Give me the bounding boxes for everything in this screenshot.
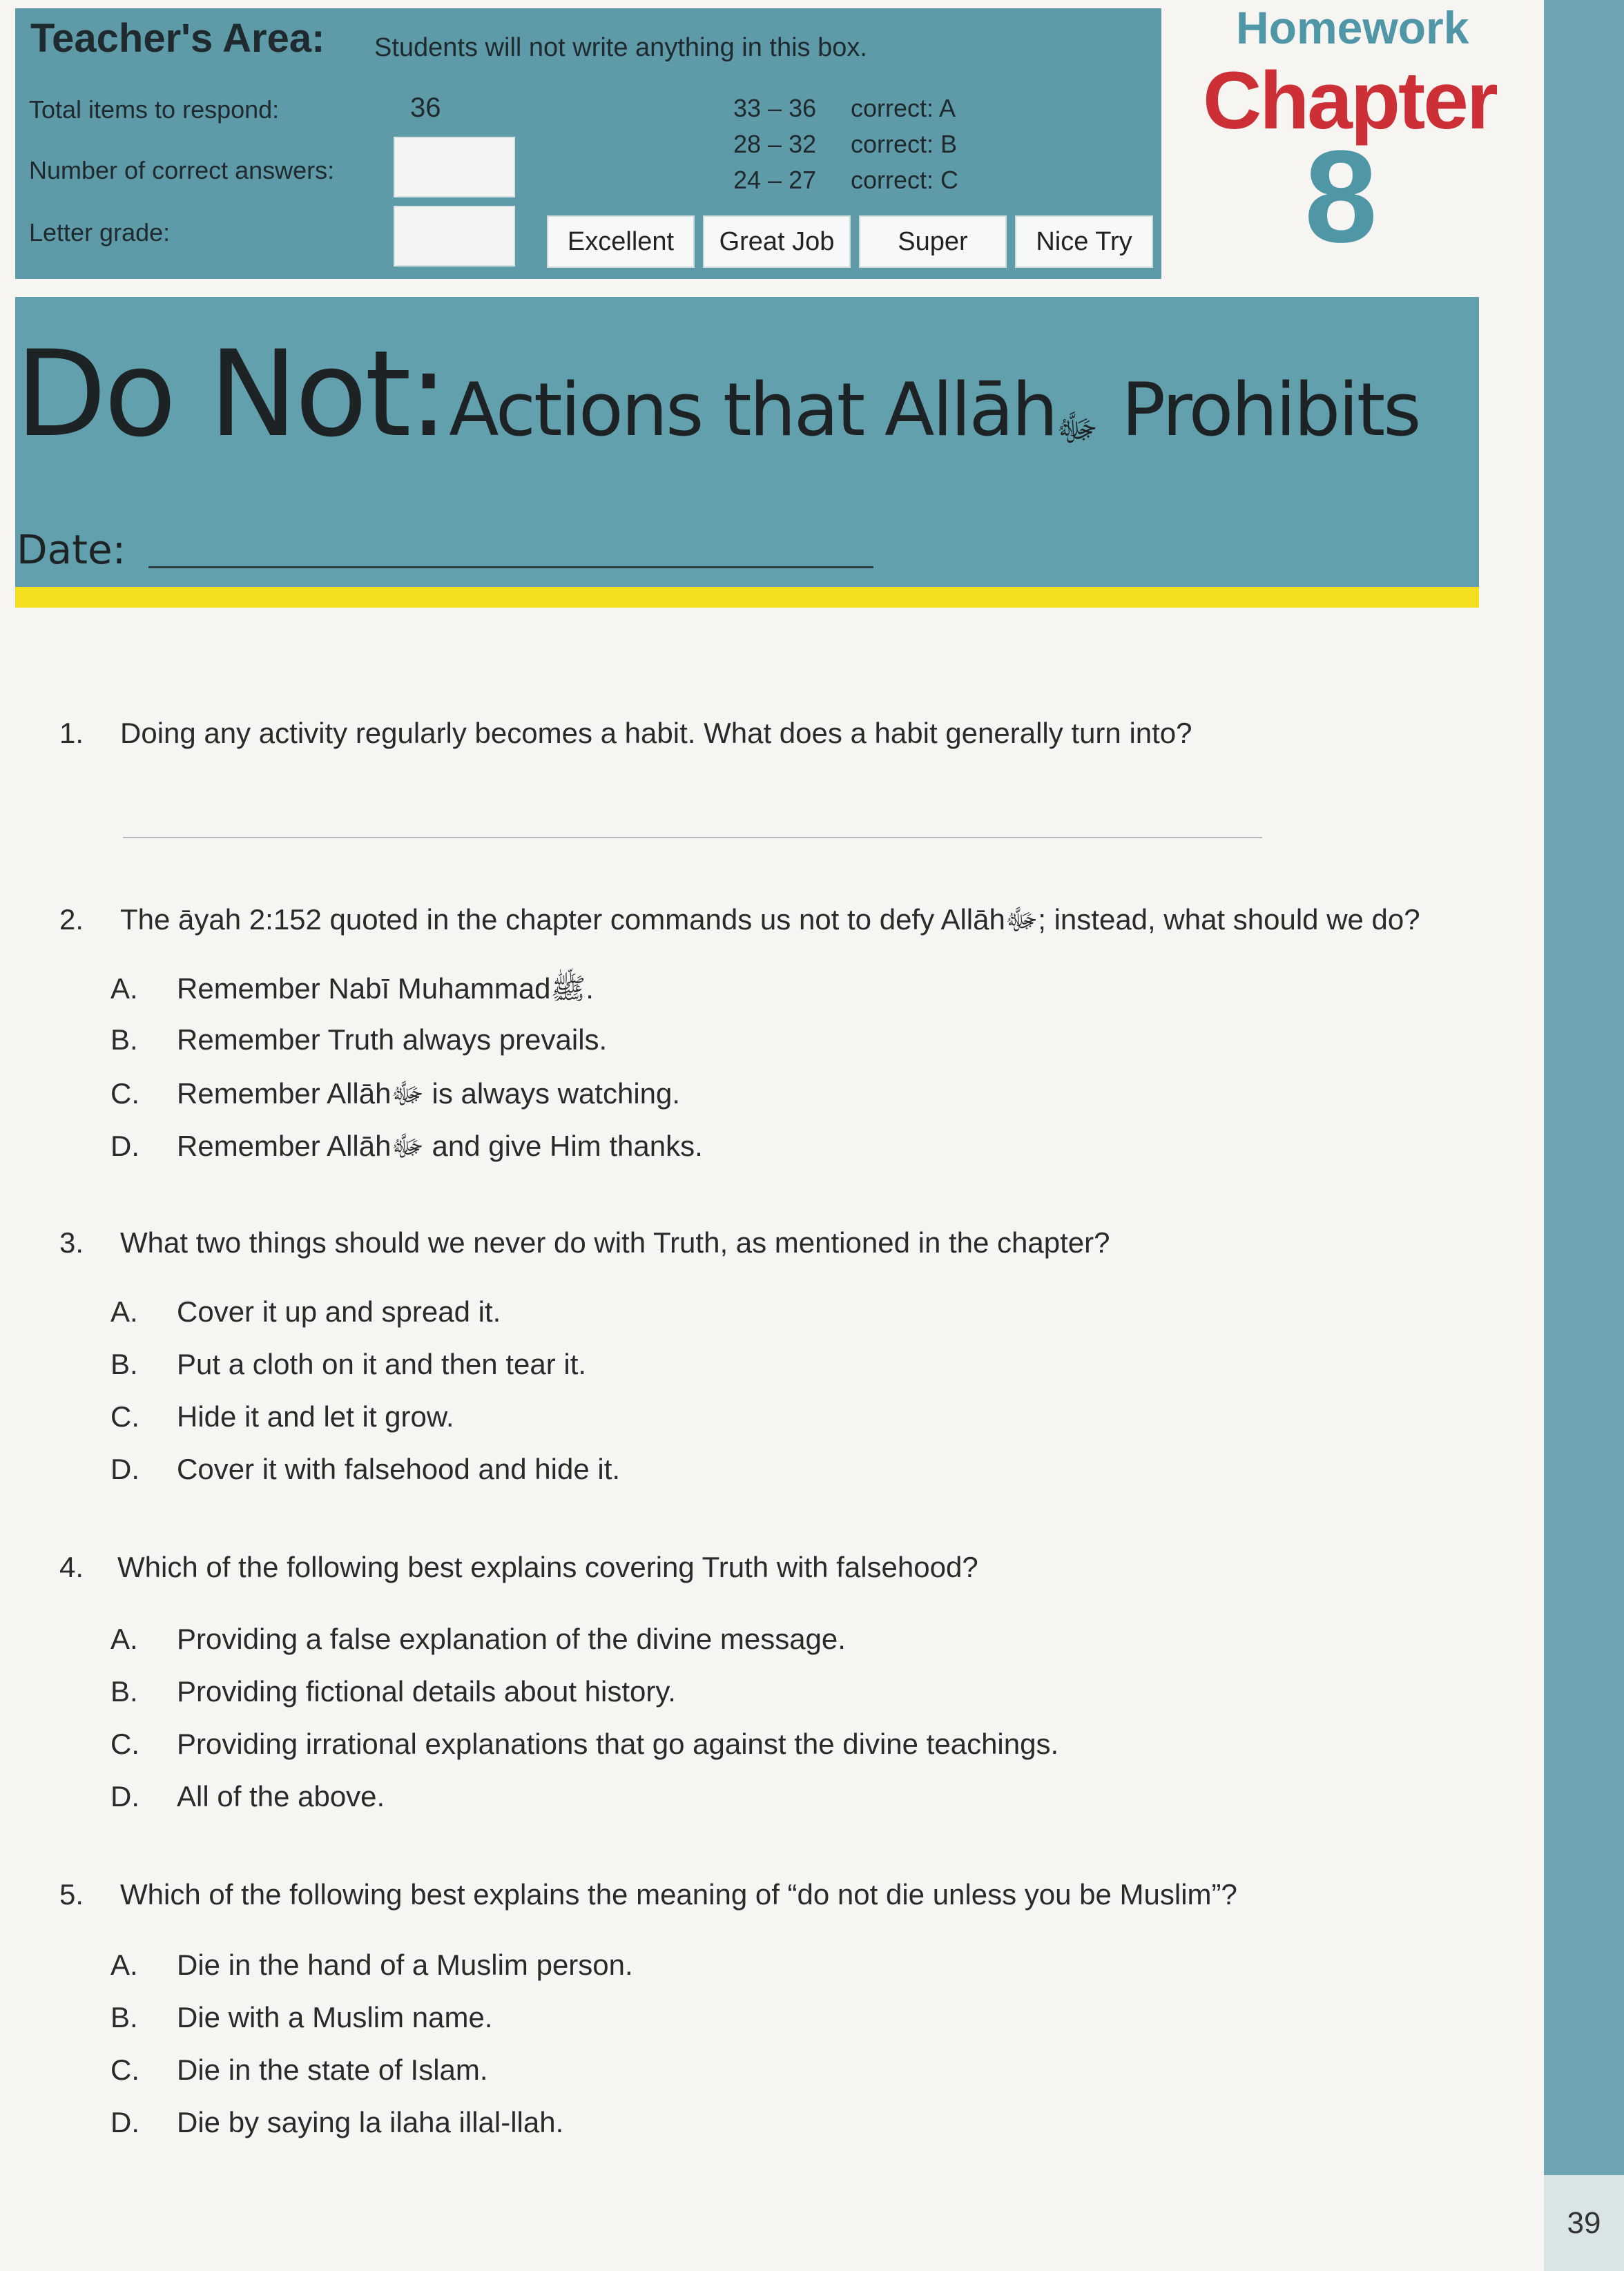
option-letter: B. xyxy=(110,2001,138,2033)
question-number: 3. xyxy=(59,1226,84,1259)
option-letter: C. xyxy=(110,1400,139,1433)
badge-nice-try[interactable]: Nice Try xyxy=(1015,215,1153,268)
grade-scale-row xyxy=(733,94,956,123)
option-letter: D. xyxy=(110,1130,139,1162)
option-letter: D. xyxy=(110,1453,139,1485)
option-letter: D. xyxy=(110,1780,139,1813)
option-3a[interactable] xyxy=(110,1295,501,1328)
option-text: Providing fictional details about history. xyxy=(177,1675,676,1708)
option-text: Die in the hand of a Muslim person. xyxy=(177,1949,633,1981)
question-text: The āyah 2:152 quoted in the chapter commands us not to defy Allāhﷻ; instead, what should we do? xyxy=(120,903,1420,936)
page-title xyxy=(15,325,1419,463)
option-letter: A. xyxy=(110,1623,138,1655)
chapter-label: Chapter xyxy=(1203,55,1496,146)
date-input-line[interactable] xyxy=(148,566,873,568)
badge-excellent[interactable]: Excellent xyxy=(547,215,695,268)
grade-scale-row xyxy=(733,166,958,195)
option-text: Providing a false explanation of the divine message. xyxy=(177,1623,846,1655)
option-letter: D. xyxy=(110,2106,139,2138)
date-label: Date: xyxy=(17,526,126,573)
honorific-glyph: ﷻ xyxy=(1056,407,1099,449)
question-number: 4. xyxy=(59,1551,84,1583)
question-number: 2. xyxy=(59,903,84,936)
side-strip xyxy=(1544,0,1624,2175)
question-number: 5. xyxy=(59,1878,84,1911)
letter-grade-field[interactable] xyxy=(394,206,515,267)
grade-scale-grade: correct: B xyxy=(851,130,958,158)
grade-scale-row xyxy=(733,130,957,159)
question-text: What two things should we never do with Truth, as mentioned in the chapter? xyxy=(120,1226,1110,1259)
title-main: Do Not: xyxy=(15,325,446,463)
option-letter: A. xyxy=(110,1295,138,1328)
teacher-area-title: Teacher's Area: xyxy=(30,16,325,61)
question-text: Which of the following best explains the meaning of “do not die unless you be Muslim”? xyxy=(120,1878,1237,1911)
option-text: Remember Allāhﷻ is always watching. xyxy=(177,1077,681,1110)
option-letter: B. xyxy=(110,1348,138,1380)
teacher-area-note: Students will not write anything in this box. xyxy=(374,33,867,62)
option-3b[interactable] xyxy=(110,1348,586,1381)
option-5d[interactable] xyxy=(110,2106,563,2139)
badge-super[interactable]: Super xyxy=(859,215,1007,268)
question-3 xyxy=(59,1226,1110,1259)
option-letter: C. xyxy=(110,2053,139,2086)
grade-scale-range: 33 – 36 xyxy=(733,94,817,122)
title-sub-after: Prohibits xyxy=(1098,367,1420,452)
option-text: Cover it with falsehood and hide it. xyxy=(177,1453,621,1485)
option-letter: B. xyxy=(110,1675,138,1708)
option-2d[interactable] xyxy=(110,1128,703,1170)
answer-line[interactable] xyxy=(123,837,1262,838)
option-letter: A. xyxy=(110,1949,138,1981)
page-number: 39 xyxy=(1567,2205,1601,2240)
option-text: Remember Allāhﷻ and give Him thanks. xyxy=(177,1130,703,1162)
option-5b[interactable] xyxy=(110,2001,492,2034)
option-4a[interactable] xyxy=(110,1623,846,1656)
option-text: Hide it and let it grow. xyxy=(177,1400,454,1433)
total-items-value: 36 xyxy=(410,93,441,123)
option-text: Providing irrational explanations that go against the divine teachings. xyxy=(177,1728,1059,1760)
total-items-label: Total items to respond: xyxy=(29,95,280,124)
question-text: Doing any activity regularly becomes a habit. What does a habit generally turn into? xyxy=(120,717,1192,749)
option-letter: B. xyxy=(110,1023,138,1056)
option-text: All of the above. xyxy=(177,1780,385,1813)
option-text: Put a cloth on it and then tear it. xyxy=(177,1348,587,1380)
option-text: Die in the state of Islam. xyxy=(177,2053,488,2086)
chapter-number: 8 xyxy=(1304,124,1378,270)
letter-grade-label: Letter grade: xyxy=(29,218,171,247)
option-letter: C. xyxy=(110,1077,139,1110)
question-1 xyxy=(59,717,1192,750)
grade-scale-grade: correct: C xyxy=(851,166,959,194)
option-4d[interactable] xyxy=(110,1780,385,1813)
option-3d[interactable] xyxy=(110,1453,620,1486)
homework-label: Homework xyxy=(1236,2,1469,53)
option-text: Cover it up and spread it. xyxy=(177,1295,501,1328)
option-text: Remember Nabī Muhammadﷺ. xyxy=(177,972,594,1005)
teacher-area-box xyxy=(15,8,1161,279)
question-5 xyxy=(59,1878,1237,1911)
option-5a[interactable] xyxy=(110,1949,633,1982)
option-5c[interactable] xyxy=(110,2053,488,2087)
option-text: Die by saying la ilaha illal-llah. xyxy=(177,2106,564,2138)
grade-scale-grade: correct: A xyxy=(851,94,956,122)
question-text: Which of the following best explains covering Truth with falsehood? xyxy=(117,1551,978,1583)
option-2a[interactable] xyxy=(110,971,594,1013)
option-3c[interactable] xyxy=(110,1400,454,1433)
grade-scale-range: 28 – 32 xyxy=(733,130,817,158)
option-text: Remember Truth always prevails. xyxy=(177,1023,608,1056)
option-4b[interactable] xyxy=(110,1675,676,1708)
correct-answers-field[interactable] xyxy=(394,137,515,197)
question-number: 1. xyxy=(59,717,84,749)
title-sub-before: Actions that Allāh xyxy=(449,367,1056,452)
option-letter: C. xyxy=(110,1728,139,1760)
badge-great-job[interactable]: Great Job xyxy=(703,215,851,268)
question-2 xyxy=(59,902,1420,944)
option-text: Die with a Muslim name. xyxy=(177,2001,493,2033)
grade-scale-range: 24 – 27 xyxy=(733,166,817,194)
correct-answers-label: Number of correct answers: xyxy=(29,156,335,184)
option-2c[interactable] xyxy=(110,1076,680,1118)
question-4 xyxy=(59,1551,978,1584)
title-underline-stripe xyxy=(15,587,1479,608)
option-4c[interactable] xyxy=(110,1728,1058,1761)
option-letter: A. xyxy=(110,972,138,1005)
option-2b[interactable] xyxy=(110,1023,607,1056)
